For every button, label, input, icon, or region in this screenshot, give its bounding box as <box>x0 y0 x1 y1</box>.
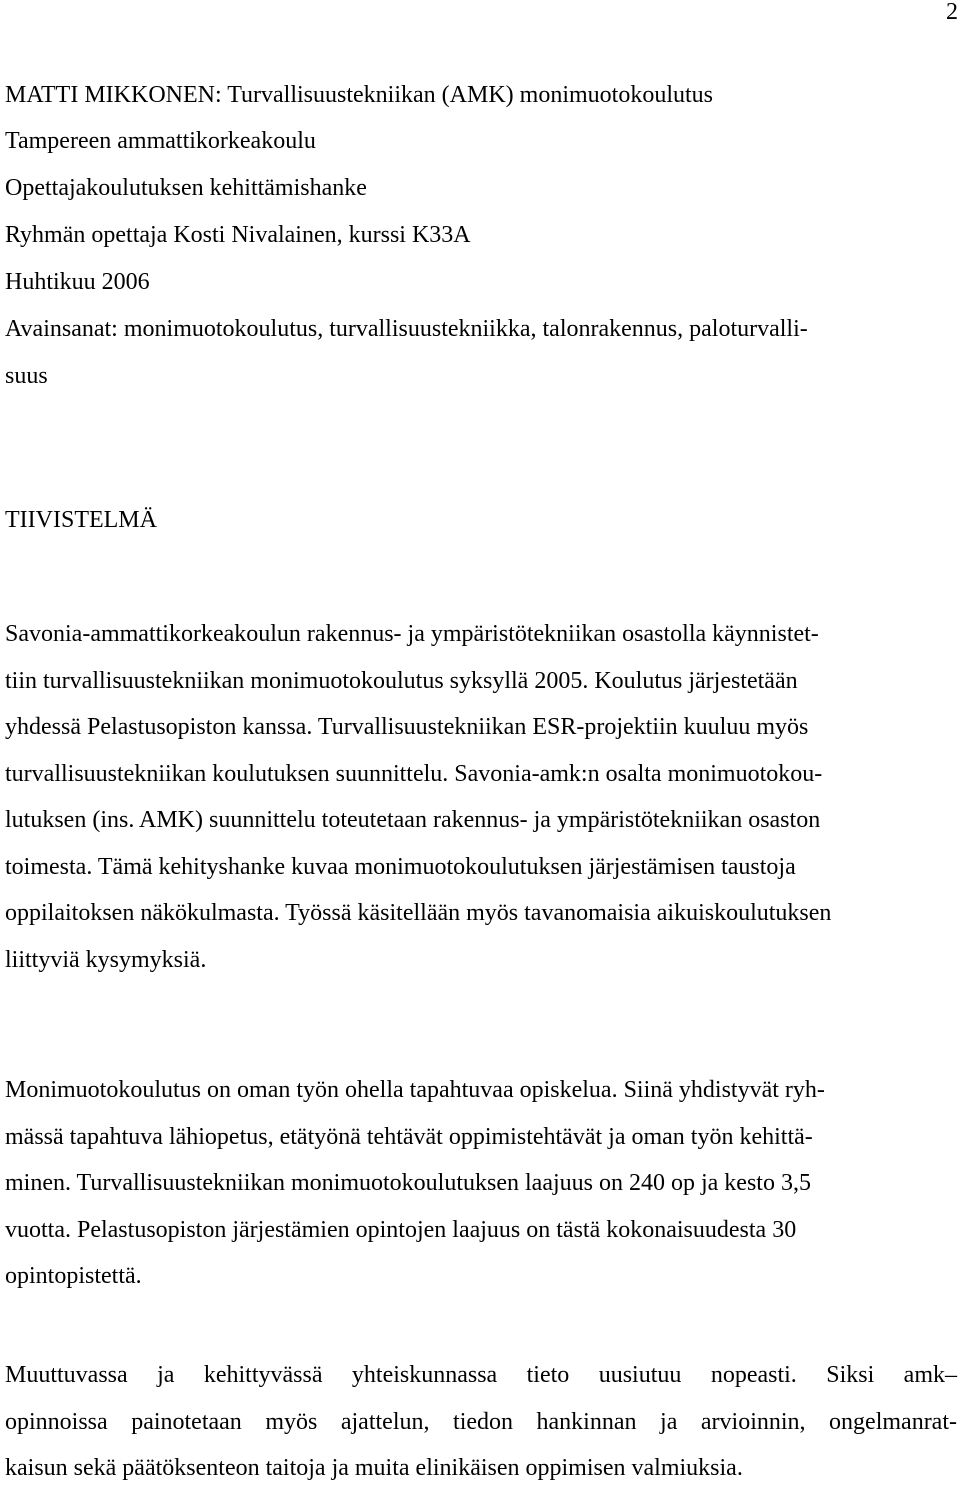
paragraph-line: tiin turvallisuustekniikan monimuotokoulutus syksyllä 2005. Koulutus järjestetään <box>5 667 798 694</box>
abstract-paragraph-3 <box>5 1361 957 1501</box>
paragraph-line: mässä tapahtuva lähiopetus, etätyönä tehtävät oppimistehtävät ja oman työn kehittä- <box>5 1123 813 1150</box>
abstract-heading: TIIVISTELMÄ <box>5 507 157 533</box>
paragraph-line: Muuttuvassa ja kehittyvässä yhteiskunnassa tieto uusiutuu nopeasti. Siksi amk– <box>5 1362 957 1388</box>
paragraph-line: yhdessä Pelastusopiston kanssa. Turvallisuustekniikan ESR-projektiin kuuluu myös <box>5 714 809 740</box>
institution-line: Tampereen ammattikorkeakoulu <box>5 128 316 154</box>
abstract-paragraph-2 <box>5 1076 957 1309</box>
paragraph-line: opintopistettä. <box>5 1263 142 1289</box>
project-line: Opettajakoulutuksen kehittämishanke <box>5 175 367 201</box>
page-number: 2 <box>946 0 958 25</box>
paragraph-line: lutuksen (ins. AMK) suunnittelu toteutetaan rakennus- ja ympäristötekniikan osaston <box>5 807 821 833</box>
paragraph-line: minen. Turvallisuustekniikan monimuotokoulutuksen laajuus on 240 op ja kesto 3,5 <box>5 1170 811 1196</box>
keywords-continuation-line: suus <box>5 363 48 389</box>
paragraph-line: opinnoissa painotetaan myös ajattelun, tiedon hankinnan ja arvioinnin, ongelmanrat- <box>5 1408 957 1435</box>
paragraph-line: oppilaitoksen näkökulmasta. Työssä käsitellään myös tavanomaisia aikuiskoulutuksen <box>5 900 832 926</box>
paragraph-line: liittyviä kysymyksiä. <box>5 946 207 973</box>
date-line: Huhtikuu 2006 <box>5 269 150 295</box>
paragraph-line: kaisun sekä päätöksenteon taitoja ja muita elinikäisen oppimisen valmiuksia. <box>5 1455 743 1481</box>
paragraph-line: toimesta. Tämä kehityshanke kuvaa monimuotokoulutuksen järjestämisen taustoja <box>5 853 796 880</box>
paragraph-line: turvallisuustekniikan koulutuksen suunnittelu. Savonia-amk:n osalta monimuotokou- <box>5 760 823 787</box>
paragraph-line: Savonia-ammattikorkeakoulun rakennus- ja ympäristötekniikan osastolla käynnistet- <box>5 621 819 647</box>
paragraph-line: vuotta. Pelastusopiston järjestämien opintojen laajuus on tästä kokonaisuudesta 30 <box>5 1216 797 1243</box>
author-title-line: MATTI MIKKONEN: Turvallisuustekniikan (AMK) monimuotokoulutus <box>5 82 713 108</box>
keywords-line: Avainsanat: monimuotokoulutus, turvallisuustekniikka, talonrakennus, paloturvalli- <box>5 316 808 342</box>
teacher-line: Ryhmän opettaja Kosti Nivalainen, kurssi K33A <box>5 222 471 248</box>
abstract-paragraph-1 <box>5 620 957 992</box>
paragraph-line: Monimuotokoulutus on oman työn ohella tapahtuvaa opiskelua. Siinä yhdistyvät ryh- <box>5 1077 825 1103</box>
